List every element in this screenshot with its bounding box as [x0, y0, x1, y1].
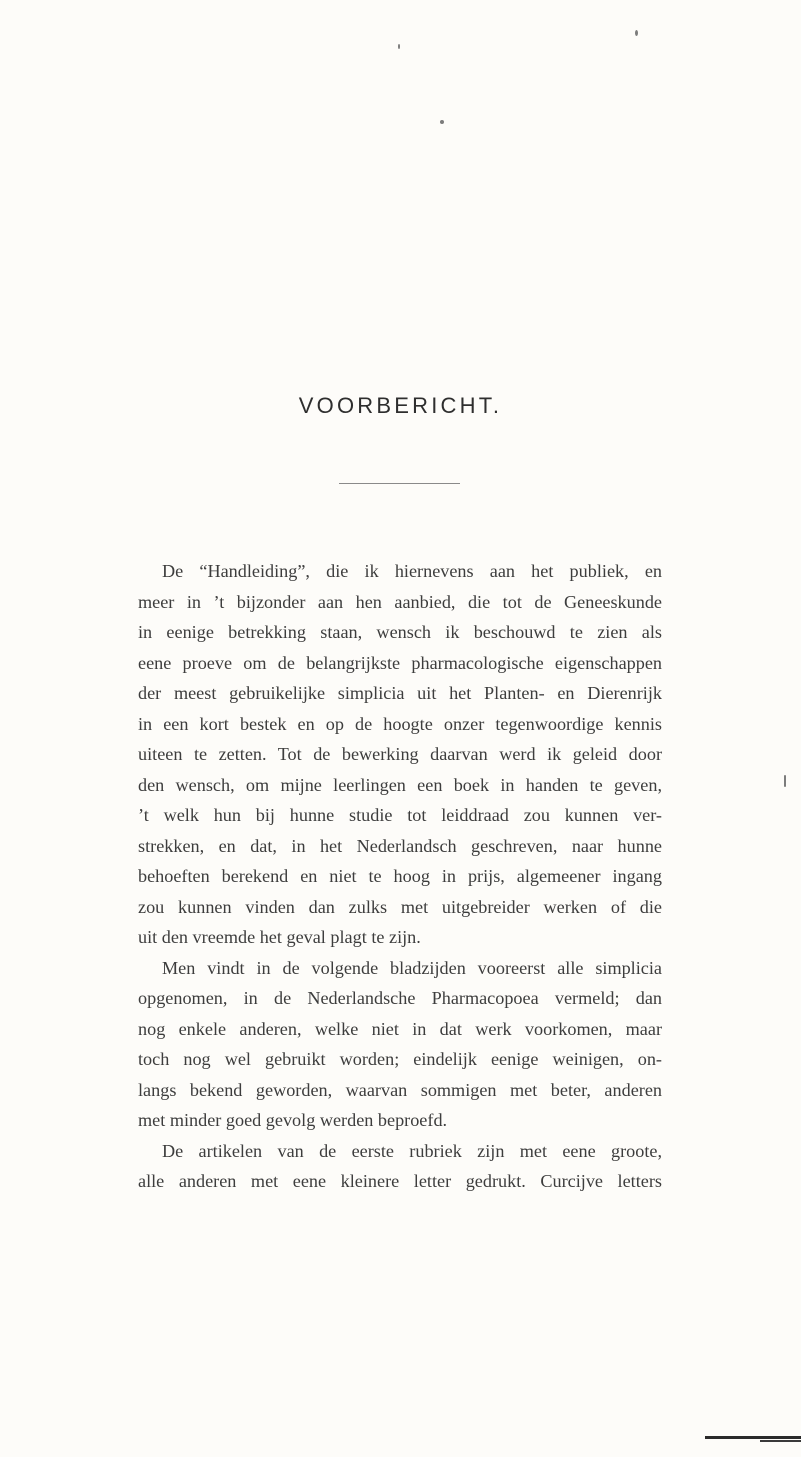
- text-line: langs bekend geworden, waarvan sommigen met beter, anderen: [138, 1079, 662, 1100]
- text-line: De “Handleiding”, die ik hiernevens aan het publiek, en: [162, 561, 662, 581]
- text-line: nog enkele anderen, welke niet in dat werk voorkomen, maar: [138, 1018, 662, 1039]
- page-title: VOORBERICHT.: [298, 393, 503, 418]
- page-edge-line: [760, 1440, 801, 1442]
- text-line: in een kort bestek en op de hoogte onzer tegenwoordige kennis: [138, 713, 662, 734]
- text-line: den wensch, om mijne leerlingen een boek in handen te geven,: [138, 774, 662, 795]
- text-line: De artikelen van de eerste rubriek zijn met eene groote,: [162, 1140, 662, 1161]
- text-line: Men vindt in de volgende bladzijden vooreerst alle simplicia: [162, 957, 662, 978]
- text-line: ’t welk hun bij hunne studie tot leiddraad zou kunnen ver-: [138, 805, 662, 825]
- print-speck: [440, 120, 444, 124]
- print-speck: [398, 44, 400, 49]
- text-line: alle anderen met eene kleinere letter gedrukt. Curcijve letters: [138, 1171, 662, 1191]
- text-line: met minder goed gevolg werden beproefd.: [138, 1110, 448, 1130]
- text-line: uit den vreemde het geval plagt te zijn.: [138, 927, 421, 947]
- text-line: behoeften berekend en niet te hoog in prijs, algemeener ingang: [138, 866, 662, 886]
- body-text: [138, 556, 662, 1197]
- text-line: uiteen te zetten. Tot de bewerking daarvan werd ik geleid door: [138, 744, 662, 764]
- text-line: opgenomen, in de Nederlandsche Pharmacopoea vermeld; dan: [138, 988, 662, 1008]
- text-line: in eenige betrekking staan, wensch ik beschouwd te zien als: [138, 622, 662, 642]
- page-edge-line: [705, 1436, 801, 1439]
- text-line: meer in ’t bijzonder aan hen aanbied, die tot de Geneeskunde: [138, 591, 662, 612]
- text-line: eene proeve om de belangrijkste pharmacologische eigenschappen: [138, 652, 662, 673]
- title-divider: [339, 483, 460, 484]
- print-speck: [784, 775, 786, 787]
- text-line: toch nog wel gebruikt worden; eindelijk eenige weinigen, on-: [138, 1049, 662, 1069]
- text-line: zou kunnen vinden dan zulks met uitgebreider werken of die: [138, 896, 662, 917]
- text-line: der meest gebruikelijke simplicia uit het Planten- en Dierenrijk: [138, 683, 662, 703]
- print-speck: [635, 30, 638, 36]
- text-line: strekken, en dat, in het Nederlandsch geschreven, naar hunne: [138, 835, 662, 856]
